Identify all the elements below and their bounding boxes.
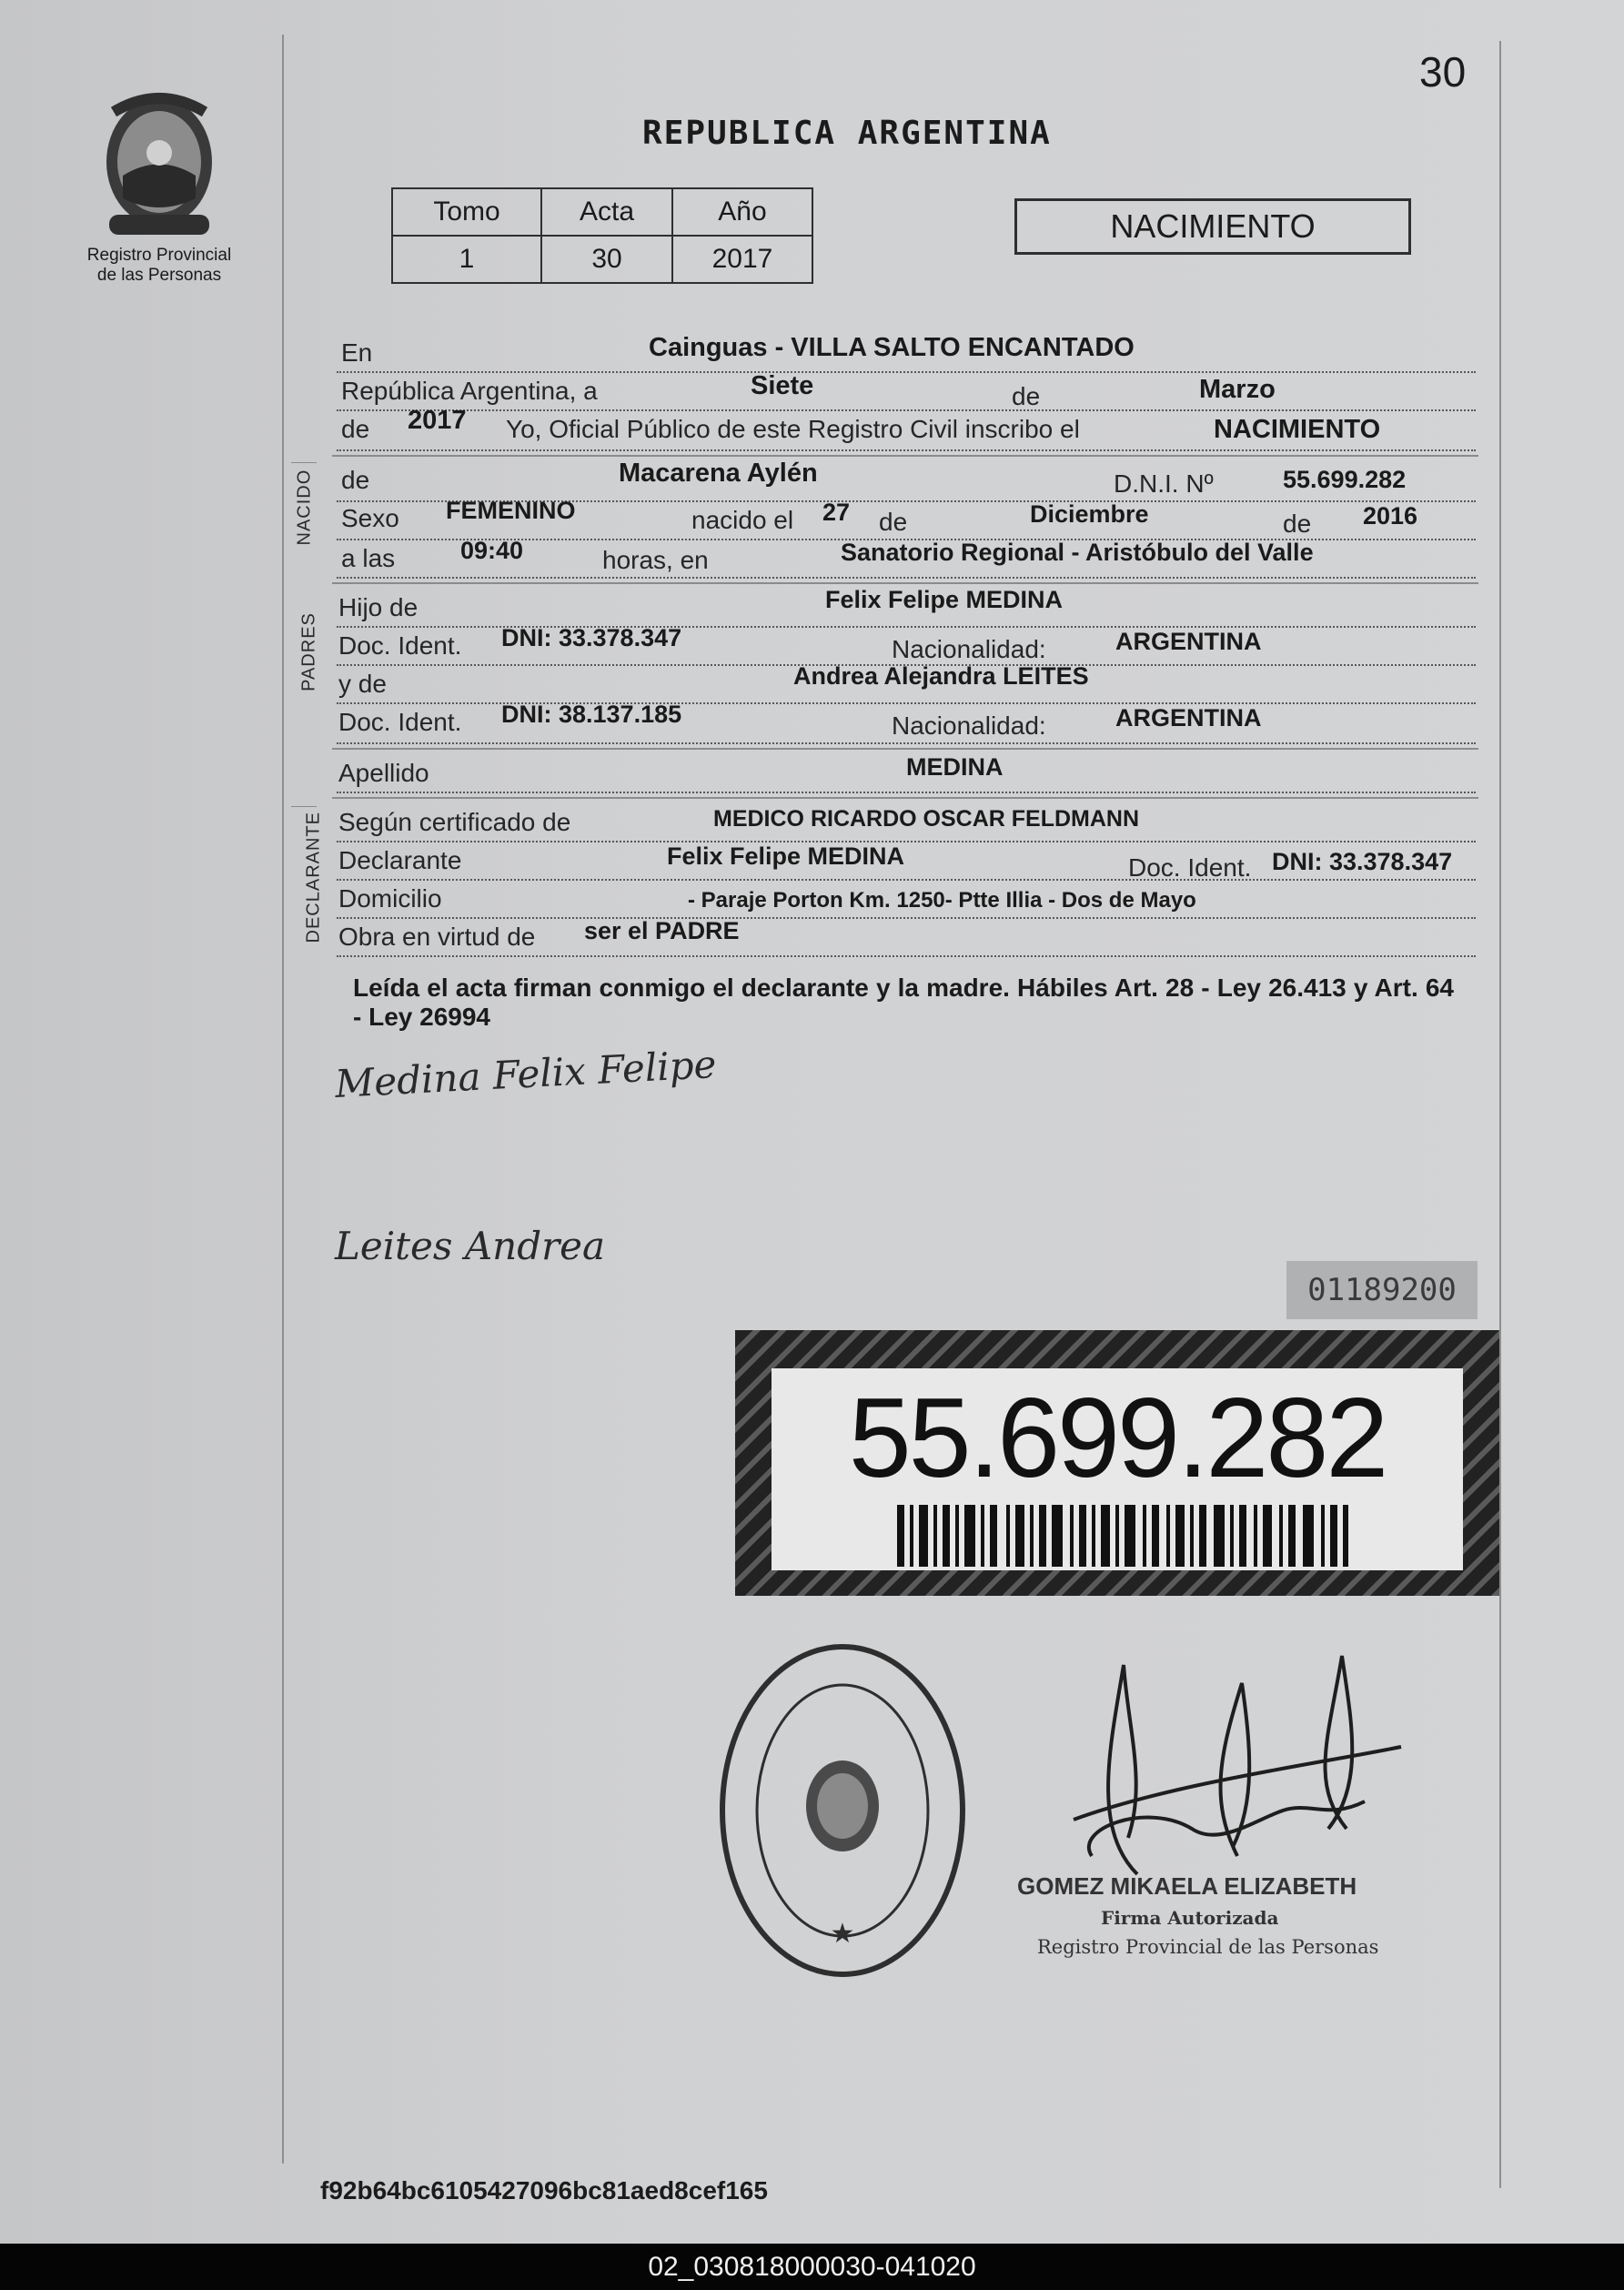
svg-text:★: ★ <box>830 1919 855 1949</box>
value-father: Felix Felipe MEDINA <box>825 586 1064 613</box>
label-sexo: Sexo <box>341 504 399 532</box>
label-de-name: de <box>341 466 370 494</box>
label-y-de: y de <box>338 670 387 698</box>
value-reason: ser el PADRE <box>584 917 740 944</box>
label-nacido-el: nacido el <box>691 506 794 534</box>
label-declarant-doc: Doc. Ident. <box>1128 853 1252 882</box>
dni-number-large: 55.699.282 <box>848 1376 1387 1501</box>
label-mother-doc: Doc. Ident. <box>338 708 462 736</box>
value-tomo: 1 <box>392 236 541 283</box>
label-mother-nationality: Nacionalidad: <box>892 711 1046 740</box>
official-name: GOMEZ MIKAELA ELIZABETH <box>1017 1872 1357 1900</box>
label-de-month: de <box>1012 382 1041 410</box>
value-name: Macarena Aylén <box>619 459 818 488</box>
label-dni: D.N.I. Nº <box>1114 469 1214 498</box>
value-year: 2017 <box>408 406 467 435</box>
value-certificate: MEDICO RICARDO OSCAR FELDMANN <box>713 806 1140 832</box>
value-sex: FEMENINO <box>446 497 576 524</box>
country-title: REPUBLICA ARGENTINA <box>642 115 1052 152</box>
official-office: Registro Provincial de las Personas <box>1037 1936 1379 1958</box>
value-ano: 2017 <box>672 236 812 283</box>
barcode-icon <box>897 1505 1352 1567</box>
dni-label-inner <box>772 1368 1463 1570</box>
value-father-doc: DNI: 33.378.347 <box>501 624 682 651</box>
label-apellido: Apellido <box>338 759 429 787</box>
page-number: 30 <box>1419 48 1467 96</box>
right-margin-line <box>1499 41 1501 2188</box>
dni-barcode-label <box>735 1330 1499 1596</box>
label-hijo-de: Hijo de <box>338 593 419 621</box>
value-birth-place: Sanatorio Regional - Aristóbulo del Valle <box>841 539 1314 566</box>
label-yo-oficial: Yo, Oficial Público de este Registro Civil inscribo el <box>506 415 1080 443</box>
official-signature-icon <box>1037 1647 1419 1883</box>
divider-1 <box>332 455 1478 457</box>
label-a-las: a las <box>341 544 396 572</box>
label-obra: Obra en virtud de <box>338 923 536 951</box>
section-nacido: NACIDO <box>294 469 315 546</box>
stamp-text-container <box>924 1619 979 1656</box>
label-father-doc: Doc. Ident. <box>338 631 462 660</box>
registry-line-2: de las Personas <box>96 266 222 285</box>
label-de-birth-year: de <box>1283 509 1312 538</box>
value-acta: 30 <box>541 236 672 283</box>
divider-4 <box>332 797 1478 799</box>
divider-2 <box>332 582 1478 584</box>
value-mother-doc: DNI: 38.137.185 <box>501 701 682 728</box>
value-surname: MEDINA <box>906 753 1004 781</box>
province-coat-of-arms-icon <box>91 89 227 244</box>
official-title: Firma Autorizada <box>1101 1907 1279 1929</box>
label-de-year: de <box>341 415 370 443</box>
registry-line-1: Registro Provincial <box>86 246 232 265</box>
header-acta: Acta <box>541 188 672 236</box>
registry-name <box>73 246 246 286</box>
footer-code: 02_030818000030-041020 <box>648 2252 976 2282</box>
value-month: Marzo <box>1199 375 1276 404</box>
label-de-birth-month: de <box>879 508 908 536</box>
section-tick-1 <box>291 462 317 463</box>
value-birth-year: 2016 <box>1363 502 1418 530</box>
section-tick-2 <box>291 806 317 807</box>
label-father-nationality: Nacionalidad: <box>892 635 1046 663</box>
section-padres: PADRES <box>298 612 319 691</box>
value-mother: Andrea Alejandra LEITES <box>793 662 1089 690</box>
label-domicilio: Domicilio <box>338 884 442 913</box>
footer-code-bar <box>0 2244 1624 2290</box>
value-dni: 55.699.282 <box>1283 466 1407 493</box>
header-tomo: Tomo <box>392 188 541 236</box>
left-margin-line <box>282 35 284 2164</box>
official-stamp-icon <box>715 1638 970 1983</box>
header-ano: Año <box>672 188 812 236</box>
handwritten-signature-father: Medina Felix Felipe <box>334 1042 718 1106</box>
act-type-box: NACIMIENTO <box>1014 198 1411 255</box>
closing-text: Leída el acta firman conmigo el declarante y la madre. Hábiles Art. 28 - Ley 26.413 y Art. 64 - Ley 26994 <box>353 974 1454 1031</box>
divider-3 <box>332 748 1478 750</box>
value-birth-day: 27 <box>822 499 851 526</box>
value-father-nationality: ARGENTINA <box>1115 628 1262 655</box>
serial-sticker: 01189200 <box>1286 1261 1478 1319</box>
value-act: NACIMIENTO <box>1214 415 1381 444</box>
value-birth-month: Diciembre <box>1030 500 1149 528</box>
label-segun: Según certificado de <box>338 808 571 836</box>
handwritten-signature-mother: Leites Andrea <box>335 1224 606 1268</box>
label-en: En <box>341 338 373 367</box>
label-horas-en: horas, en <box>602 546 709 574</box>
label-declarante: Declarante <box>338 846 462 874</box>
value-time: 09:40 <box>460 537 524 564</box>
value-place: Cainguas - VILLA SALTO ENCANTADO <box>649 333 1135 362</box>
value-day: Siete <box>751 371 814 400</box>
value-address: - Paraje Porton Km. 1250- Ptte Illia - Dos de Mayo <box>688 888 1196 913</box>
value-declarant: Felix Felipe MEDINA <box>667 842 905 870</box>
label-republica: República Argentina, a <box>341 377 598 405</box>
value-mother-nationality: ARGENTINA <box>1115 704 1262 731</box>
value-declarant-doc: DNI: 33.378.347 <box>1272 848 1453 875</box>
register-table <box>391 187 813 284</box>
document-hash: f92b64bc6105427096bc81aed8cef165 <box>320 2176 768 2204</box>
section-declarante: DECLARANTE <box>303 812 324 943</box>
